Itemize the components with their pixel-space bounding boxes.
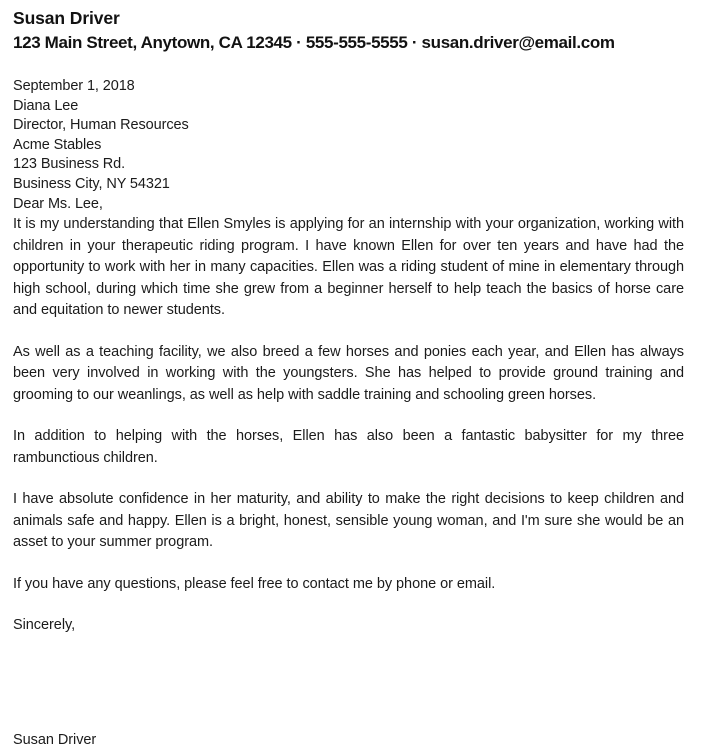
sender-name: Susan Driver xyxy=(13,8,120,28)
salutation: Dear Ms. Lee, xyxy=(13,195,103,212)
closing-salutation: Sincerely, xyxy=(13,617,76,634)
signature-name: Susan Driver xyxy=(13,732,97,748)
recipient-title: Director, Human Resources xyxy=(13,117,189,134)
body-paragraph-1: It is my understanding that Ellen Smyles is applying for an internship with your organization, working with children in your therapeutic riding program. I have known Ellen for over ten years and have had the opportunity to work with her in many capacities. Ellen was a riding student of mine in elementary through high school, during which time she grew from a beginner herself to help teach the basics of horse care and equitation to newer students. xyxy=(13,216,684,319)
recipient-company: Acme Stables xyxy=(13,136,102,153)
recipient-name: Diana Lee xyxy=(13,97,79,114)
address-block xyxy=(13,77,686,214)
sender-contact-line: 123 Main Street, Anytown, CA 12345 · 555-555-5555 · susan.driver@email.com xyxy=(13,33,615,52)
recipient-street: 123 Business Rd. xyxy=(13,156,126,173)
letter-date: September 1, 2018 xyxy=(13,78,135,94)
body-paragraph-4: I have absolute confidence in her maturity, and ability to make the right decisions to keep children and animals safe and happy. Ellen is a bright, honest, sensible young woman, and I'm sure she would be an asset to your summer program. xyxy=(13,491,684,551)
body-paragraph-3: In addition to helping with the horses, Ellen has also been a fantastic babysitter for my three rambunctious children. xyxy=(13,428,684,466)
recipient-city-state-zip: Business City, NY 54321 xyxy=(13,175,170,192)
body-paragraph-2: As well as a teaching facility, we also breed a few horses and ponies each year, and Ellen has always been very involved in working with the youngsters. She has helped to provide ground training and grooming to our weanlings, as well as help with saddle training and schooling green horses. xyxy=(13,343,684,403)
contact-invitation: If you have any questions, please feel free to contact me by phone or email. xyxy=(13,575,496,592)
letterhead xyxy=(13,6,686,56)
